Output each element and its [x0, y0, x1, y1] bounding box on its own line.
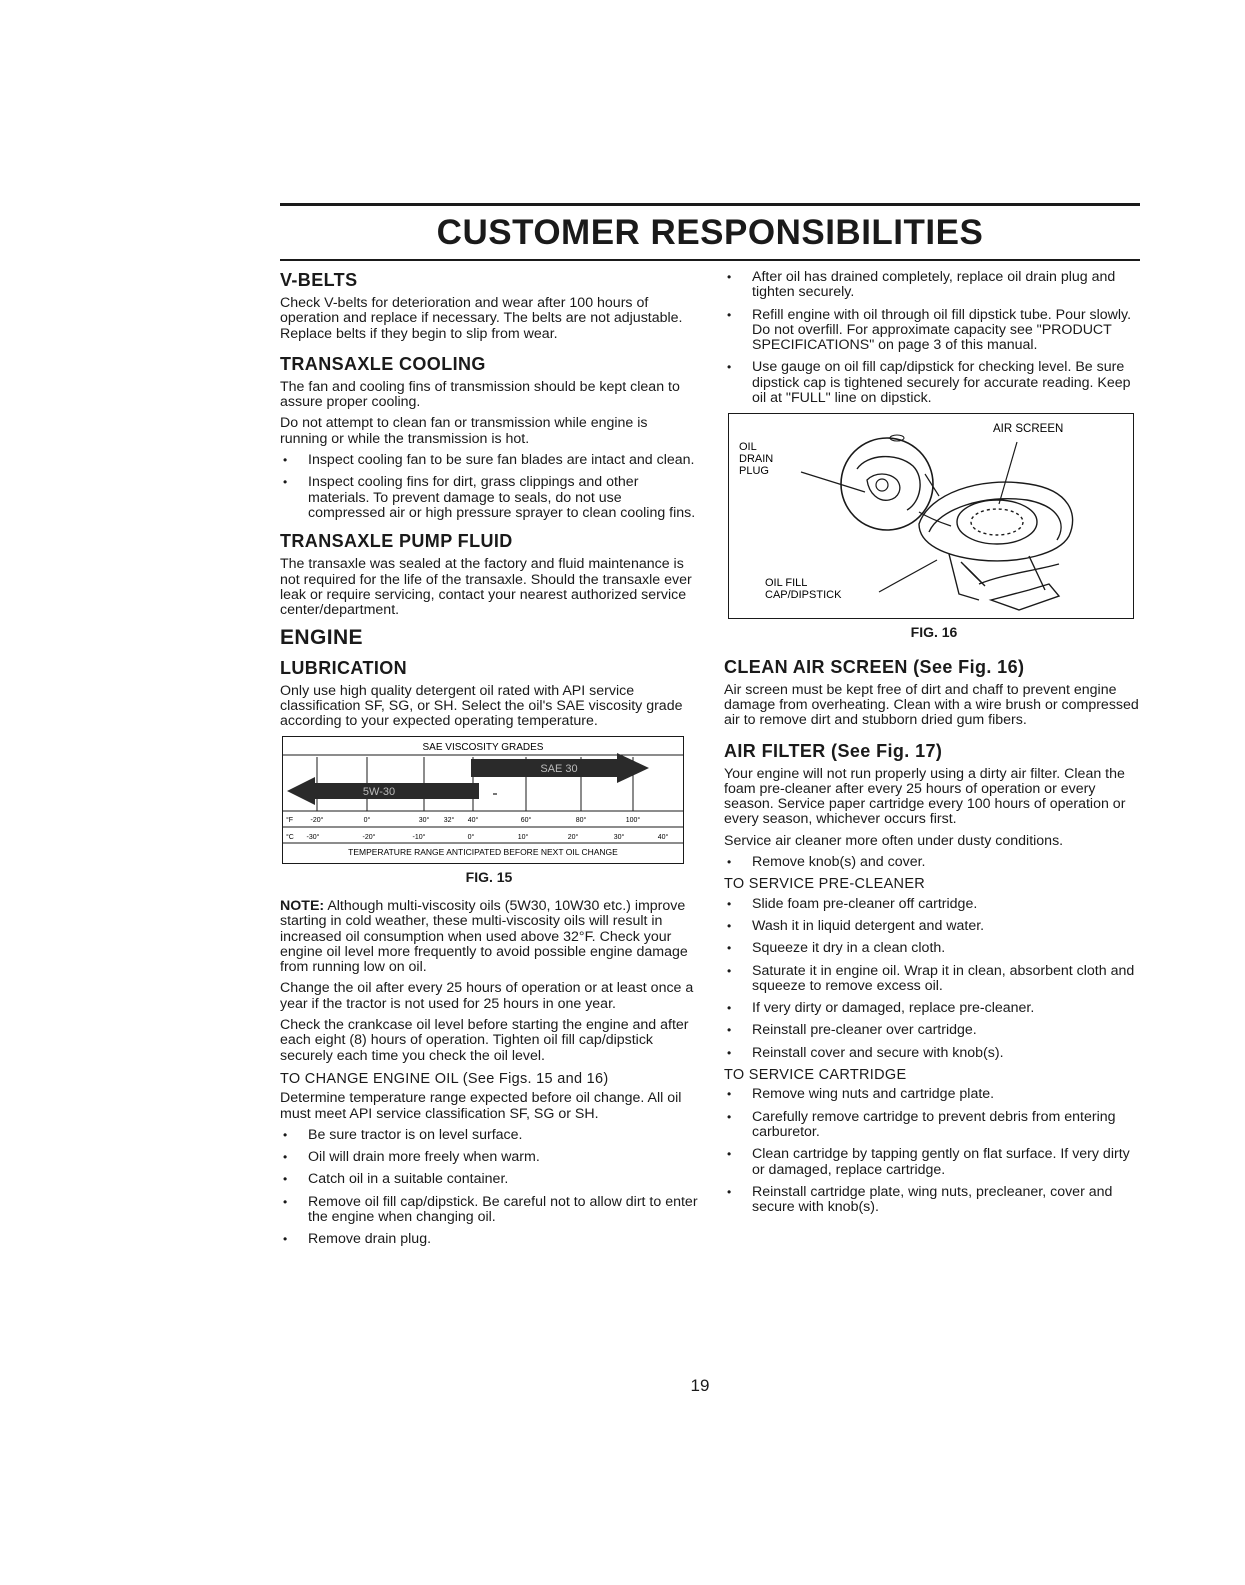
pump-fluid-text: The transaxle was sealed at the factory and fluid maintenance is not required for the life of the transaxle. Should the transaxle ever leak or require servicing, contact your nearest authorized service center/department.	[280, 556, 692, 619]
list-item: • Saturate it in engine oil. Wrap it in clean, absorbent cloth and squeeze to remove excess oil.	[724, 964, 1144, 995]
c-tick: 40°	[657, 833, 669, 841]
vbelts-heading: V-BELTS	[280, 270, 358, 290]
clean-air-screen-heading: CLEAN AIR SCREEN (See Fig. 16)	[724, 656, 1025, 677]
5w30-label: 5W-30	[362, 785, 396, 798]
page-title: CUSTOMER RESPONSIBILITIES	[436, 213, 984, 252]
c-unit: °C	[286, 833, 294, 841]
list-item: • Squeeze it dry in a clean cloth.	[724, 941, 1144, 956]
page-number: 19	[690, 1376, 710, 1395]
change-oil-interval: Change the oil after every 25 hours of operation or at least once a year if the tractor is not used for 25 hours in one year.	[280, 980, 694, 1012]
list-item: • If very dirty or damaged, replace pre-cleaner.	[724, 1001, 1144, 1016]
engine-heading: ENGINE	[280, 626, 363, 650]
pump-fluid-heading: TRANSAXLE PUMP FLUID	[280, 531, 513, 552]
change-oil-heading: TO CHANGE ENGINE OIL (See Figs. 15 and 16)	[280, 1070, 609, 1087]
label-oil-fill: OIL FILL	[765, 577, 808, 590]
fig15-caption: FIG. 15	[465, 868, 513, 885]
f-tick: 40°	[467, 816, 479, 824]
cartridge-list	[724, 1087, 1144, 1215]
engine-diagram-svg	[729, 414, 1133, 618]
left-column	[280, 270, 698, 1255]
list-item: • Remove drain plug.	[280, 1232, 698, 1247]
vbelts-text: Check V-belts for deterioration and wear after 100 hours of operation and replace if necessary. The belts are not adjustable. Replace belts if they begin to slip from wear.	[280, 295, 683, 342]
c-tick: 20°	[567, 833, 579, 841]
list-item: • Clean cartridge by tapping gently on flat surface. If very dirty or damaged, replace cartridge.	[724, 1147, 1144, 1178]
list-item: • Slide foam pre-cleaner off cartridge.	[724, 897, 1144, 912]
list-item: • Refill engine with oil through oil fill dipstick tube. Pour slowly. Do not overfill. For approximate capacity see "PRODUCT SPECIFICATIONS" on page 3 of this manual.	[724, 308, 1144, 354]
transaxle-cooling-p2: Do not attempt to clean fan or transmission while engine is running or while the transmission is hot.	[280, 415, 648, 447]
chart-footer: TEMPERATURE RANGE ANTICIPATED BEFORE NEXT OIL CHANGE	[348, 846, 618, 857]
sae30-arrow	[471, 753, 649, 783]
list-item: • Wash it in liquid detergent and water.	[724, 919, 1144, 934]
pre-cleaner-list	[724, 897, 1144, 1061]
air-filter-heading: AIR FILTER (See Fig. 17)	[724, 740, 943, 761]
c-tick: 30°	[613, 833, 625, 841]
transaxle-cooling-heading: TRANSAXLE COOLING	[280, 353, 486, 374]
label-plug: PLUG	[739, 465, 769, 478]
list-item: • Remove oil fill cap/dipstick. Be careful not to allow dirt to enter the engine when changing oil.	[280, 1195, 698, 1226]
c-tick: 10°	[517, 833, 529, 841]
f-tick: 80°	[575, 816, 587, 824]
oil-refill-list	[724, 270, 1144, 406]
c-tick: -20°	[362, 833, 376, 841]
c-tick: -30°	[306, 833, 320, 841]
label-air-screen: AIR SCREEN	[993, 423, 1064, 436]
5w30-arrow	[287, 777, 479, 805]
air-filter-p1: Your engine will not run properly using a dirty air filter. Clean the foam pre-cleaner after every 25 hours of operation or every season. Service paper cartridge every 100 hours of operation or every season, whichever occurs first.	[724, 765, 1126, 828]
list-item: • Remove knob(s) and cover.	[724, 855, 1144, 870]
list-item: • Reinstall cover and secure with knob(s).	[724, 1046, 1144, 1061]
magnifier-circle	[841, 435, 951, 530]
viscosity-chart-svg	[283, 737, 683, 863]
viscosity-chart	[282, 736, 684, 864]
sae30-label: SAE 30	[540, 762, 578, 775]
label-oil: OIL	[739, 441, 757, 454]
list-item: • Carefully remove cartridge to prevent debris from entering carburetor.	[724, 1110, 1144, 1141]
transaxle-cooling-list	[280, 453, 698, 521]
list-item: • Catch oil in a suitable container.	[280, 1172, 698, 1187]
cartridge-heading: TO SERVICE CARTRIDGE	[724, 1067, 907, 1084]
air-filter-list	[724, 855, 1144, 870]
list-item: • Inspect cooling fan to be sure fan blades are intact and clean.	[280, 453, 698, 468]
transaxle-cooling-p1: The fan and cooling fins of transmission should be kept clean to assure proper cooling.	[280, 378, 680, 411]
determine-temperature: Determine temperature range expected before oil change. All oil must meet API service classification SF, SG or SH.	[280, 1090, 682, 1122]
f-tick: 0°	[363, 816, 371, 824]
f-tick: -20°	[310, 816, 324, 824]
chart-title: SAE VISCOSITY GRADES	[422, 741, 544, 753]
engine-illustration	[919, 482, 1073, 610]
f-tick: 100°	[625, 816, 641, 824]
f-tick: 60°	[520, 816, 532, 824]
air-filter-p2: Service air cleaner more often under dusty conditions.	[724, 832, 1064, 849]
list-item: • Reinstall cartridge plate, wing nuts, precleaner, cover and secure with knob(s).	[724, 1185, 1144, 1216]
right-column	[724, 270, 1144, 1222]
f-tick: 32°	[443, 816, 455, 824]
change-oil-list	[280, 1128, 698, 1248]
list-item: • Oil will drain more freely when warm.	[280, 1150, 698, 1165]
list-item: • After oil has drained completely, replace oil drain plug and tighten securely.	[724, 270, 1144, 301]
lubrication-text: Only use high quality detergent oil rated with API service classification SF, SG, or SH. Select the oil's SAE viscosity grade according to your expected operating temperature.	[280, 682, 683, 730]
engine-diagram	[728, 413, 1134, 619]
list-item: • Remove wing nuts and cartridge plate.	[724, 1087, 1144, 1102]
f-unit: °F	[286, 816, 294, 824]
list-item: • Inspect cooling fins for dirt, grass clippings and other materials. To prevent damage to seals, do not use compressed air or high pressure sprayer to clean cooling fins.	[280, 475, 698, 521]
c-tick: 0°	[467, 833, 475, 841]
clean-air-screen-text: Air screen must be kept free of dirt and chaff to prevent engine damage from overheating. Clean with a wire brush or compressed air to remove dirt and stubborn dried gum fibers.	[724, 681, 1139, 729]
list-item: • Use gauge on oil fill cap/dipstick for checking level. Be sure dipstick cap is tightened securely for accurate reading. Keep oil at "FULL" line on dipstick.	[724, 360, 1144, 406]
f-tick: 30°	[418, 816, 430, 824]
label-cap-dipstick: CAP/DIPSTICK	[765, 589, 842, 602]
lubrication-heading: LUBRICATION	[280, 657, 408, 678]
list-item: • Be sure tractor is on level surface.	[280, 1128, 698, 1143]
note-text: Although multi-viscosity oils (5W30, 10W30 etc.) improve starting in cold weather, these multi-viscosity oils will result in increased oil consumption when used above 32°F. Check your engine oil level more frequently to avoid possible engine damage from running low on oil.	[280, 897, 688, 976]
header-bottom-rule	[280, 259, 1140, 261]
fig16-caption: FIG. 16	[910, 624, 958, 641]
note-label: NOTE:	[280, 897, 325, 914]
check-crankcase: Check the crankcase oil level before starting the engine and after each eight (8) hours of operation. Tighten oil fill cap/dipstick securely each time you check the oil level.	[280, 1017, 689, 1064]
list-item: • Reinstall pre-cleaner over cartridge.	[724, 1023, 1144, 1038]
label-drain: DRAIN	[739, 453, 774, 466]
c-tick: -10°	[412, 833, 426, 841]
pre-cleaner-heading: TO SERVICE PRE-CLEANER	[724, 876, 926, 893]
note-paragraph	[280, 899, 698, 975]
header-top-rule	[280, 203, 1140, 206]
